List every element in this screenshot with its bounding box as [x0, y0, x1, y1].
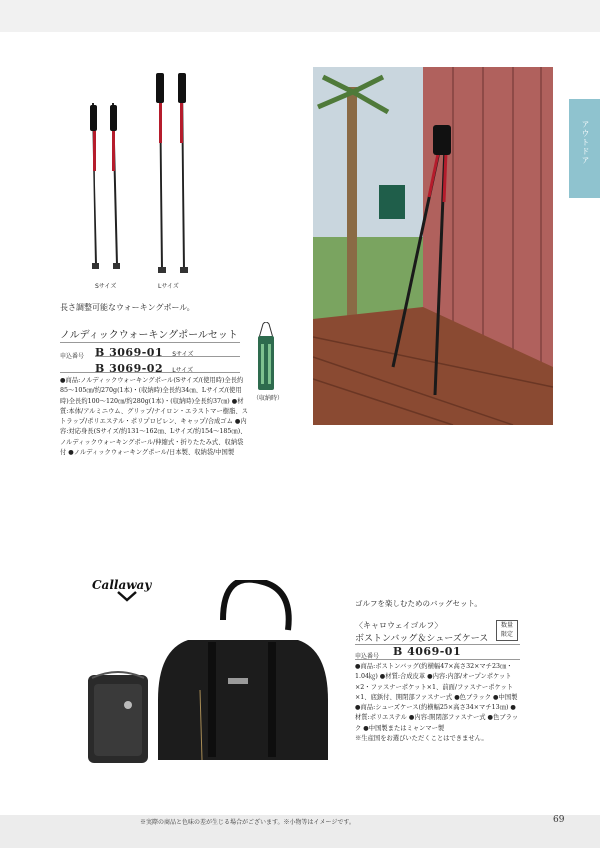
product1-code-row-2	[95, 357, 193, 376]
storage-bag-image	[251, 322, 281, 392]
boston-bag	[158, 580, 328, 760]
shoe-case	[88, 672, 148, 763]
callaway-logo: Callaway	[92, 574, 162, 604]
product2-tagline: ゴルフを楽しむためのバッグセット。	[355, 599, 482, 608]
size-s-caption: Sサイズ	[95, 283, 117, 290]
product1-code-1-size: Sサイズ	[172, 351, 194, 358]
product2-title: ボストンバッグ＆シューズケース	[355, 634, 489, 644]
product2-note: ※生産国をお選びいただくことはできません。	[355, 735, 488, 743]
walking-poles-image	[80, 65, 210, 295]
product1-description: ●商品:ノルディックウォーキングポール(Sサイズ/(使用時)全長約85～105㎝/約270g(1本)・(収納時)全長約34㎝、Lサイズ/(使用時)全長約100～120㎝/約280g(1本)・(収納時)全長約37㎝) ●材質:本体/アルミニウム、グリップ/ナイロン・エラストマー樹脂、ストラップ/ポリエステル・ポリプロピレン、キャップ/合成ゴム ●内容:対応身長(Sサイズ/約131～162㎝、Lサイズ/約154～185㎝)、ノルディックウォーキングポール/伸縮式・折りたたみ式、収納袋付 ●ノルディックウォーキングポール/日本製、収納袋/中国製	[60, 377, 248, 457]
product2-order-label: 申込番号	[355, 653, 380, 660]
poles-lifestyle-photo	[313, 67, 553, 425]
page-number: 69	[553, 815, 565, 825]
code2-rule	[355, 659, 520, 660]
product2-code: B 4069-01	[393, 645, 462, 658]
product1-code-2: B 3069-02	[95, 362, 164, 375]
footer-note: ※実際の商品と色味の差が生じる場合がございます。※小物等はイメージです。	[140, 819, 355, 826]
storage-caption: （収納時）	[253, 395, 284, 402]
code-rule-bottom	[60, 372, 240, 373]
pole-l-left	[156, 73, 166, 273]
product1-title: ノルディックウォーキングポールセット	[60, 330, 238, 341]
bag-set-image	[88, 580, 333, 770]
limited-quantity-badge: 数量 限定	[496, 620, 518, 641]
product2-brand: 〈キャロウェイゴルフ〉	[355, 621, 443, 630]
product2-description: ●商品:ボストンバッグ(約横幅47×高さ32×マチ23㎝・1.04㎏) ●材質:合成皮革 ●内容:内部/オープンポケット×2・ファスナーポケット×1、前面/ファスナーポケット×1、底鋲付、開閉部ファスナー式 ●色ブラック ●中国製 ●商品:シューズケース(約横幅25×高さ34×マチ13㎝) ●材質:ポリエステル ●内容:開閉部ファスナー式 ●色ブラック ●中国製またはミャンマー製 ※生産国をお選びいただくことはできません。	[355, 663, 519, 743]
product1-tagline: 長さ調整可能なウォーキングポール。	[60, 303, 195, 312]
size-l-caption: Lサイズ	[158, 283, 179, 290]
pole-l-right	[178, 73, 188, 273]
pole-s-right	[110, 103, 120, 269]
category-tab-label: アウトドア	[581, 120, 590, 165]
product1-order-label: 申込番号	[60, 353, 85, 360]
top-strip	[0, 0, 600, 32]
pole-s-left	[90, 103, 99, 269]
product1-code-1: B 3069-01	[95, 346, 164, 359]
product1-code-2-size: Lサイズ	[172, 367, 194, 374]
